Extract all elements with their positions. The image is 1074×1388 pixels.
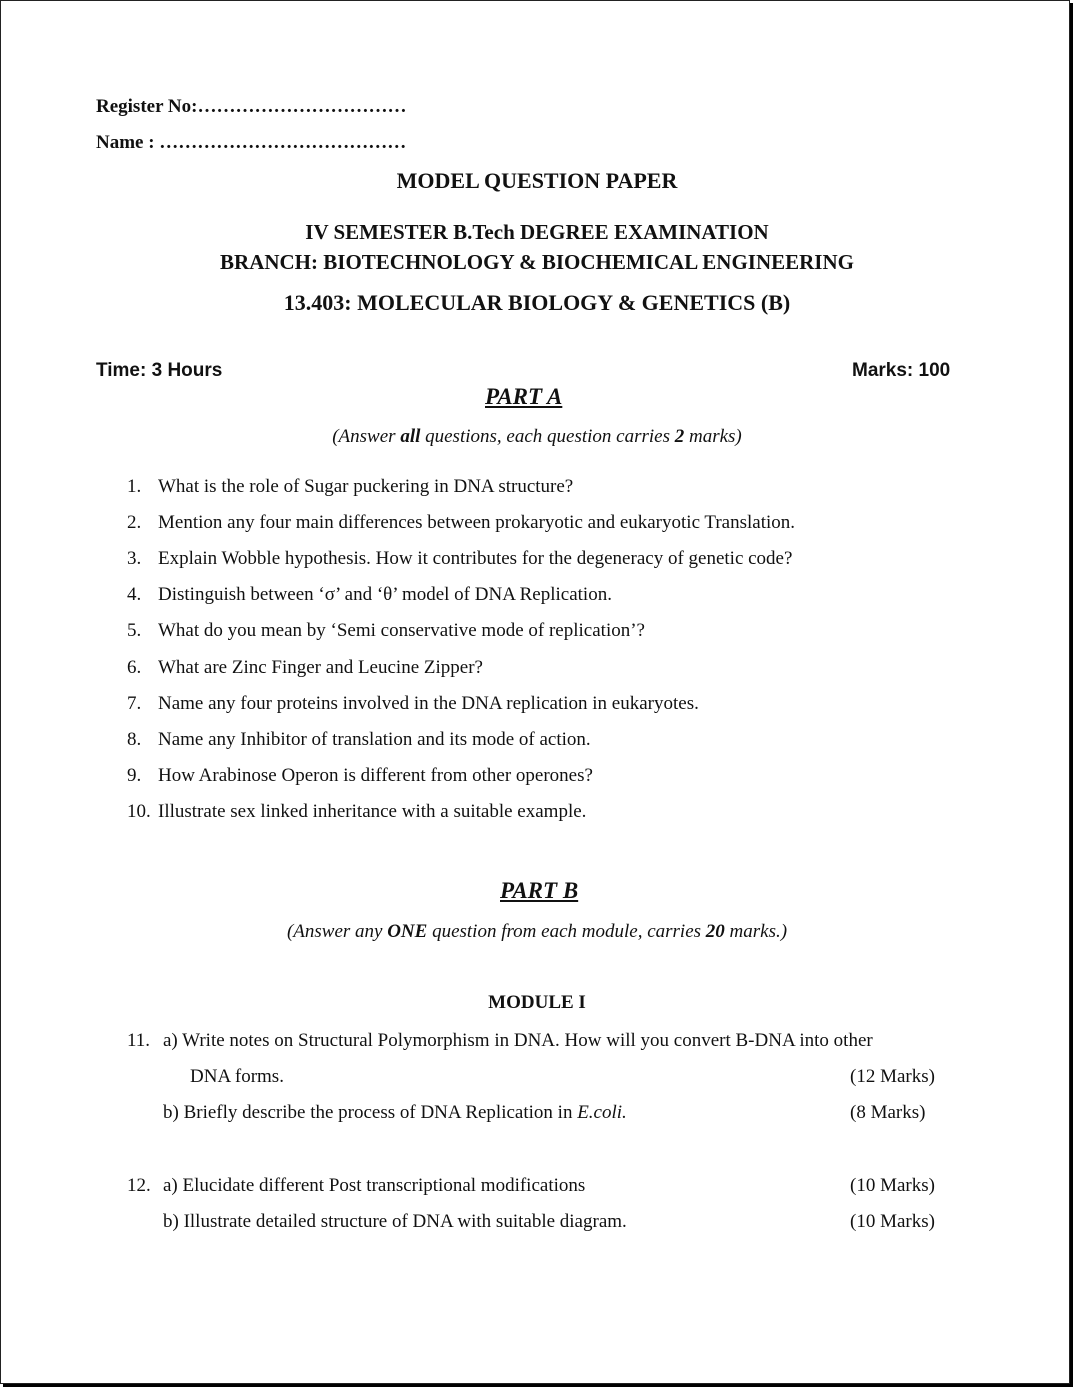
- question-text: What are Zinc Finger and Leucine Zipper?: [158, 657, 483, 678]
- question-number: 8.: [127, 729, 142, 750]
- branch-title: BRANCH: BIOTECHNOLOGY & BIOCHEMICAL ENGINEERING: [220, 250, 854, 274]
- question-12a-text: a) Elucidate different Post transcriptional modifications: [163, 1175, 586, 1196]
- question-11a-text-continued: DNA forms.: [190, 1066, 284, 1087]
- question-number: 5.: [127, 620, 142, 641]
- question-12b-text: b) Illustrate detailed structure of DNA with suitable diagram.: [163, 1211, 627, 1232]
- time-label: Time: 3 Hours: [96, 360, 223, 381]
- question-11a-marks: (12 Marks): [850, 1066, 935, 1087]
- exam-title: IV SEMESTER B.Tech DEGREE EXAMINATION: [305, 220, 769, 244]
- question-text: What do you mean by ‘Semi conservative mode of replication’?: [158, 620, 645, 641]
- question-number: 2.: [127, 512, 142, 533]
- question-number: 3.: [127, 548, 142, 569]
- question-11b-text: b) Briefly describe the process of DNA Replication in E.coli.: [163, 1102, 627, 1123]
- name-field: Name : …………………………………: [96, 132, 407, 153]
- question-text: Distinguish between ‘σ’ and ‘θ’ model of DNA Replication.: [158, 584, 612, 605]
- question-text: Illustrate sex linked inheritance with a suitable example.: [158, 801, 587, 822]
- part-b-instruction: (Answer any ONE question from each module, carries 20 marks.): [286, 921, 788, 942]
- question-12a-marks: (10 Marks): [850, 1175, 935, 1196]
- question-number: 7.: [127, 693, 142, 714]
- question-text: Name any Inhibitor of translation and its mode of action.: [158, 729, 591, 750]
- question-number: 6.: [127, 657, 142, 678]
- part-a-instruction: (Answer all questions, each question carries 2 marks): [332, 426, 742, 447]
- question-number: 4.: [127, 584, 142, 605]
- question-12b-marks: (10 Marks): [850, 1211, 935, 1232]
- question-text: What is the role of Sugar puckering in DNA structure?: [158, 476, 574, 497]
- register-number-field: Register No:……………………………: [96, 96, 407, 117]
- question-number: 11.: [127, 1030, 151, 1051]
- question-number: 10.: [127, 801, 151, 822]
- part-b-heading: PART B: [500, 878, 579, 903]
- question-text: Name any four proteins involved in the DNA replication in eukaryotes.: [158, 693, 699, 714]
- paper-title: MODEL QUESTION PAPER: [396, 168, 678, 193]
- question-11b-marks: (8 Marks): [850, 1102, 926, 1123]
- question-number: 9.: [127, 765, 142, 786]
- part-a-heading: PART A: [485, 384, 563, 409]
- module-title: MODULE I: [488, 992, 586, 1013]
- question-11a-text: a) Write notes on Structural Polymorphism in DNA. How will you convert B-DNA into other: [163, 1030, 873, 1051]
- course-title: 13.403: MOLECULAR BIOLOGY & GENETICS (B): [283, 290, 791, 315]
- question-text: How Arabinose Operon is different from other operones?: [158, 765, 593, 786]
- question-number: 12.: [127, 1175, 151, 1196]
- total-marks-label: Marks: 100: [852, 360, 951, 381]
- question-number: 1.: [127, 476, 142, 497]
- question-text: Mention any four main differences between prokaryotic and eukaryotic Translation.: [158, 512, 796, 533]
- question-text: Explain Wobble hypothesis. How it contributes for the degeneracy of genetic code?: [158, 548, 793, 569]
